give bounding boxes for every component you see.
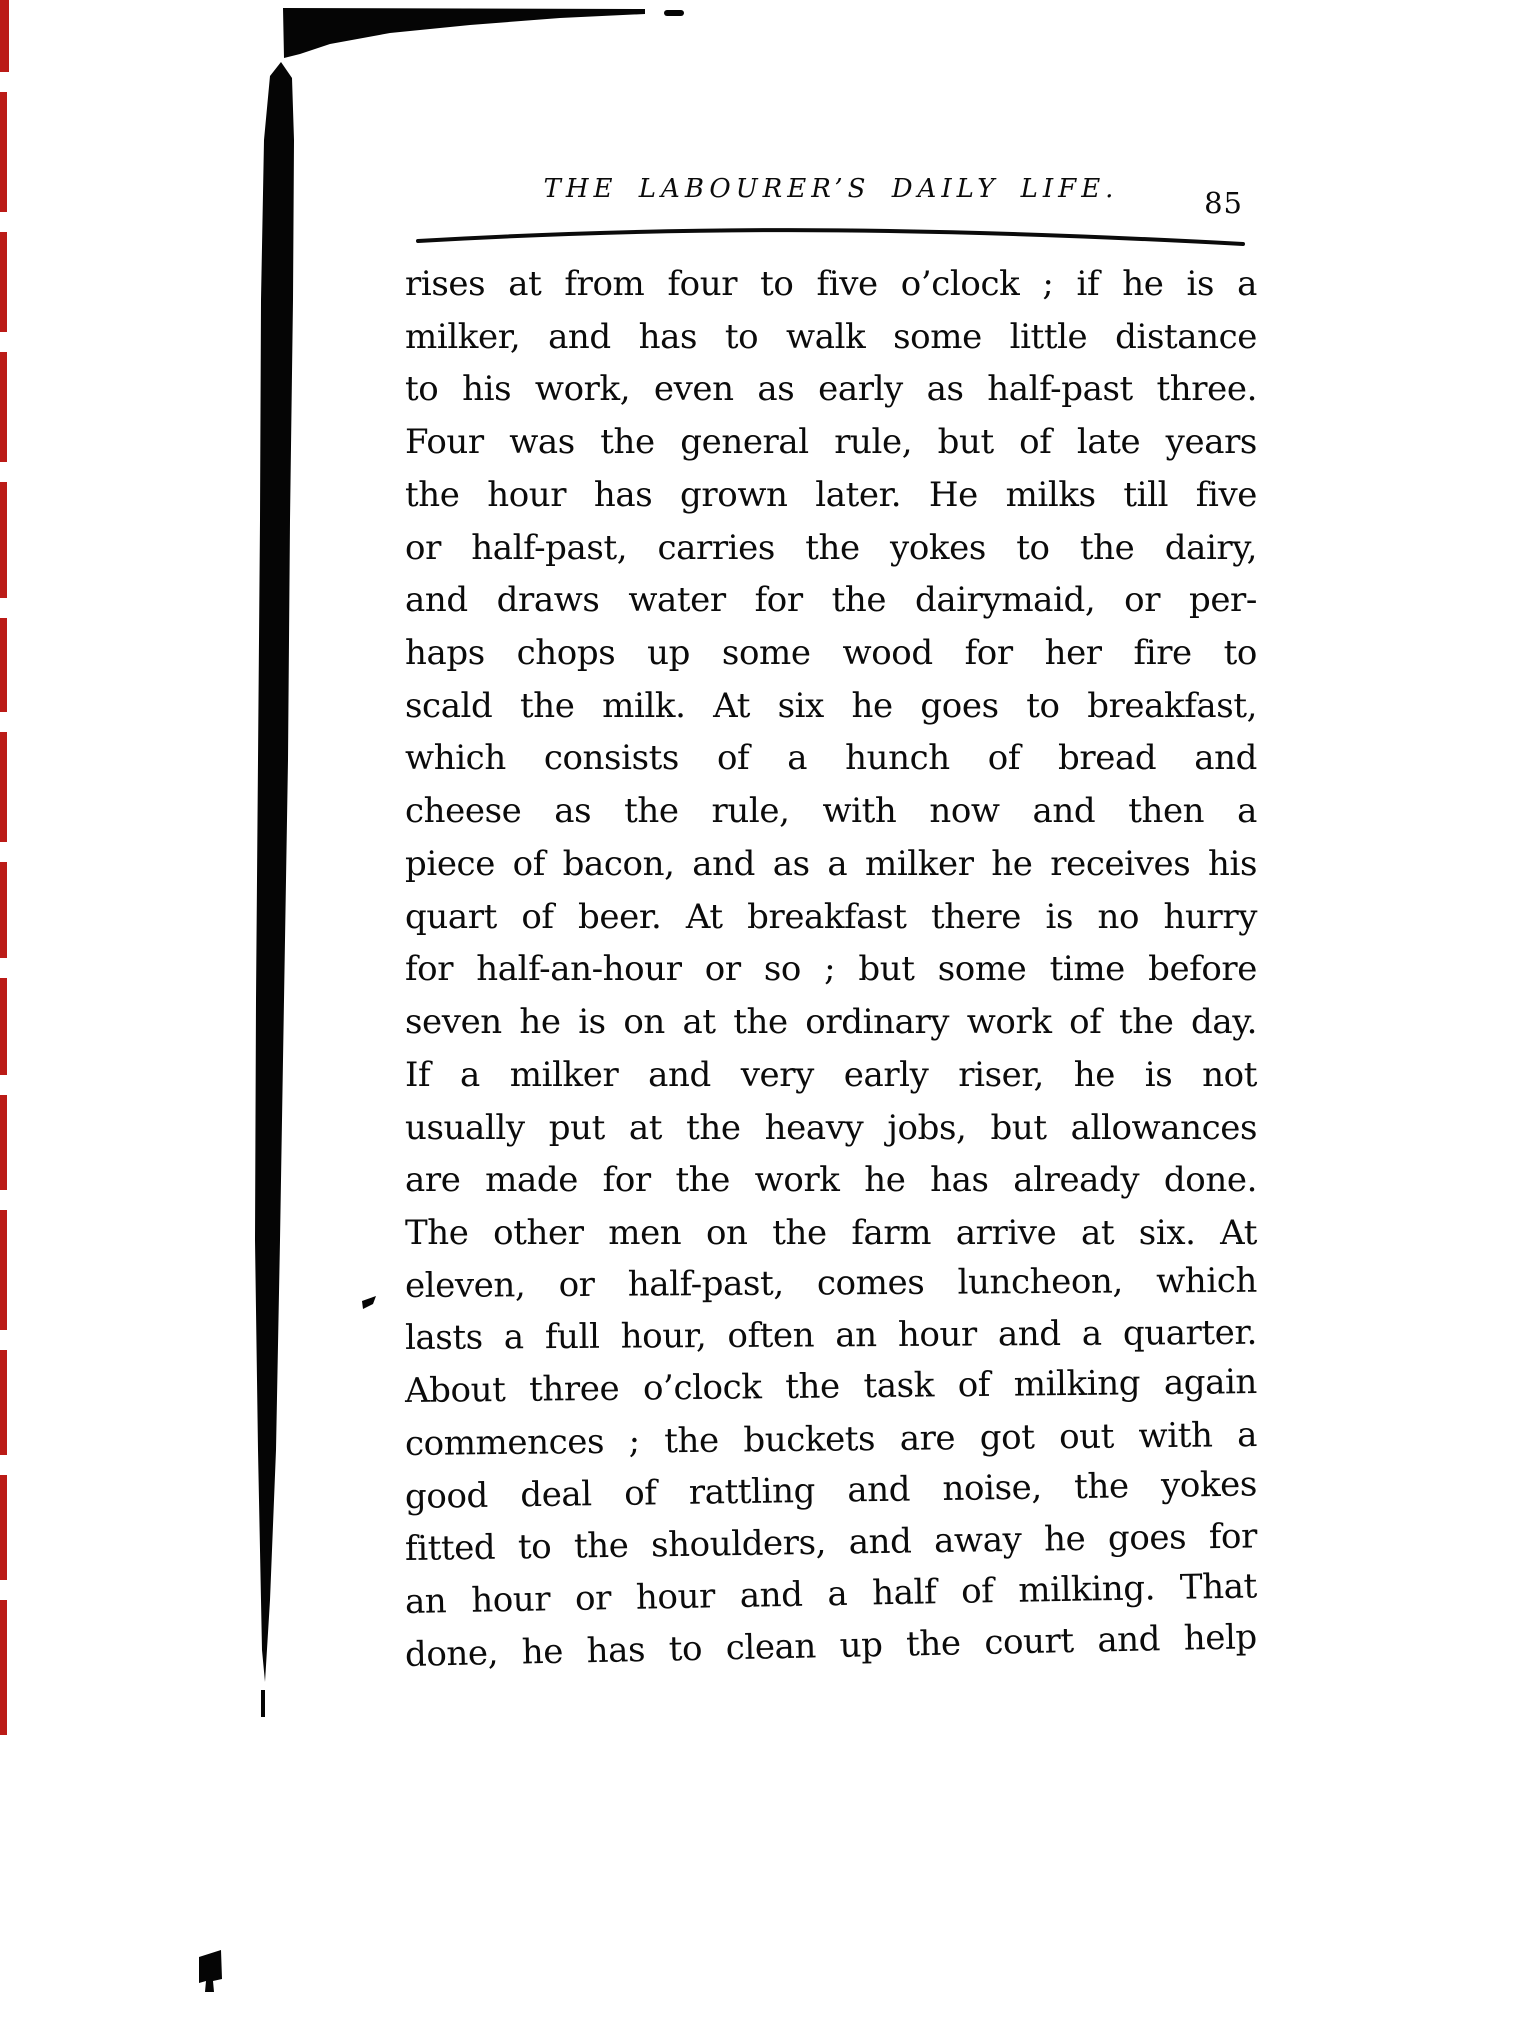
body-line: Four was the general rule, but of late years [405,422,1257,463]
page-title: THE LABOURER’S DAILY LIFE. [543,174,1119,204]
body-line: or half-past, carries the yokes to the dairy, [405,527,1257,568]
body-line: piece of bacon, and as a milker he receives his [405,843,1257,884]
body-line: which consists of a hunch of bread and [405,738,1257,779]
page-number: 85 [1204,186,1243,220]
header-rule [410,220,1250,252]
body-line: The other men on the farm arrive at six. At [405,1212,1257,1253]
body-line: eleven, or half-past, comes luncheon, which [404,1260,1258,1306]
body-line: haps chops up some wood for her fire to [405,633,1257,674]
body-line: are made for the work he has already done. [405,1160,1257,1201]
body-line: an hour or hour and a half of milking. That [404,1566,1258,1622]
body-line: scald the milk. At six he goes to breakfast, [405,685,1257,726]
margin-tick [362,1296,376,1309]
ink-dot [664,10,684,16]
body-line: usually put at the heavy jobs, but allowances [405,1107,1257,1148]
body-text [405,258,1257,1681]
body-line: good deal of rattling and noise, the yokes [404,1463,1258,1517]
body-line: to his work, even as early as half-past three. [405,369,1257,410]
body-line: About three o’clock the task of milking again [404,1362,1258,1412]
body-line: cheese as the rule, with now and then a [405,791,1257,832]
top-smudge-wedge [283,8,645,58]
body-line: commences ; the buckets are got out with a [404,1414,1258,1464]
body-line: done, he has to clean up the court and help [404,1616,1258,1675]
body-line: lasts a full hour, often an hour and a quarter. [404,1313,1258,1359]
ink-blot-bottom [199,1950,222,1992]
body-line: the hour has grown later. He milks till five [405,474,1257,515]
body-line: and draws water for the dairymaid, or per- [405,580,1257,621]
body-line: rises at from four to five o’clock ; if he is a [405,264,1257,304]
body-line: seven he is on at the ordinary work of the day. [405,1002,1257,1043]
spine-shadow-bar [255,62,294,1682]
body-line: fitted to the shoulders, and away he goes for [404,1516,1258,1570]
body-line: for half-an-hour or so ; but some time before [405,949,1257,990]
spine-bar-sliver [261,1690,265,1717]
body-line: quart of beer. At breakfast there is no hurry [405,896,1257,937]
body-line: milker, and has to walk some little distance [405,316,1257,357]
body-line: If a milker and very early riser, he is not [405,1054,1257,1095]
